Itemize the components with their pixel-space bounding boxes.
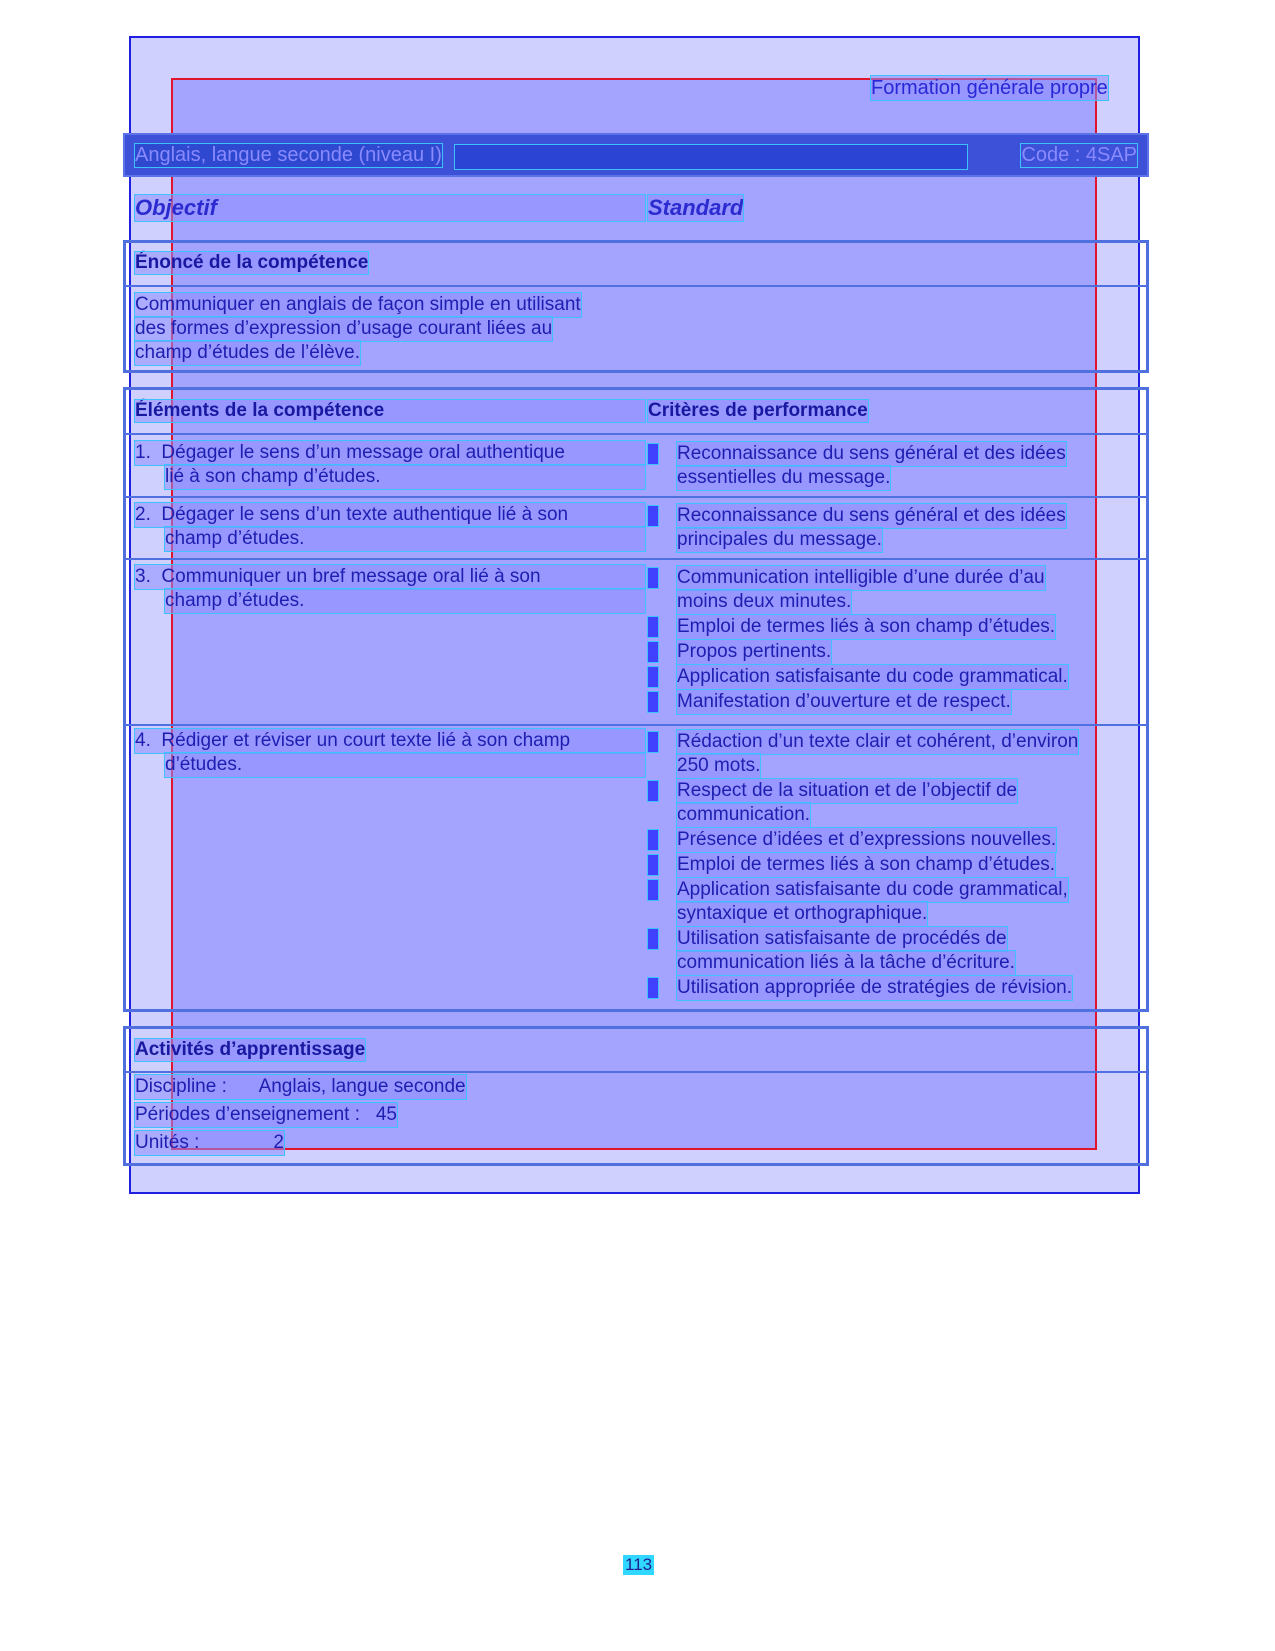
periodes-row: Périodes d’enseignement : 45 [135,1104,397,1125]
course-code: Code : 4SAP [1021,144,1137,166]
bullet-icon [648,781,658,801]
bullet-icon [648,444,658,464]
bullet-icon [648,568,658,588]
criterion-text: moins deux minutes. [677,591,852,612]
enonce-heading: Énoncé de la compétence [135,252,369,273]
unites-row: Unités : 2 [135,1132,284,1153]
divider [126,433,1146,435]
criterion-text: Manifestation d’ouverture et de respect. [677,691,1011,712]
criterion-text: Emploi de termes liés à son champ d’études. [677,854,1056,875]
criterion-text: Présence d’idées et d’expressions nouvelles. [677,829,1057,850]
bullet-icon [648,506,658,526]
element-text: d’études. [165,753,645,777]
divider [126,496,1146,498]
criterion-text: Utilisation satisfaisante de procédés de [677,928,1007,949]
criteria-heading: Critères de performance [648,400,868,421]
element-text: 3. Communiquer un bref message oral lié à son [135,565,645,589]
element-text: lié à son champ d’études. [165,465,645,489]
bullet-icon [648,692,658,712]
criterion-text: Rédaction d’un texte clair et cohérent, d’environ [677,731,1079,752]
course-bar [123,133,1149,177]
objectif-heading: Objectif [135,195,645,221]
course-bar-stripe [455,145,967,169]
bullet-icon [648,732,658,752]
criterion-text: Reconnaissance du sens général et des idées [677,443,1066,464]
enonce-line: des formes d’expression d’usage courant liées au [135,318,553,339]
enonce-line: champ d’études de l’élève. [135,342,360,363]
criterion-text: Utilisation appropriée de stratégies de révision. [677,977,1072,998]
divider [126,285,1146,287]
criterion-text: Emploi de termes liés à son champ d’études. [677,616,1056,637]
program-header: Formation générale propre [871,77,1108,99]
criterion-text: communication. [677,804,811,825]
discipline-row: Discipline : Anglais, langue seconde [135,1076,466,1097]
criterion-text: 250 mots. [677,755,761,776]
bullet-icon [648,880,658,900]
elements-heading: Éléments de la compétence [135,400,645,422]
criterion-text: Propos pertinents. [677,641,832,662]
course-title: Anglais, langue seconde (niveau I) [135,144,442,166]
criterion-text: Application satisfaisante du code grammatical, [677,879,1068,900]
element-text: 2. Dégager le sens d’un texte authentique lié à son [135,503,645,527]
criterion-text: Reconnaissance du sens général et des idées [677,505,1066,526]
divider [126,1071,1146,1073]
criterion-text: Respect de la situation et de l’objectif de [677,780,1018,801]
standard-heading: Standard [648,195,744,220]
enonce-line: Communiquer en anglais de façon simple en utilisant [135,294,581,315]
activites-heading: Activités d’apprentissage [135,1039,366,1060]
bullet-icon [648,667,658,687]
criterion-text: essentielles du message. [677,467,891,488]
page-number: 113 [625,1555,653,1574]
element-text: champ d’études. [165,527,645,551]
element-text: 4. Rédiger et réviser un court texte lié à son champ [135,729,645,753]
criterion-text: principales du message. [677,529,882,550]
criterion-text: Communication intelligible d’une durée d’au [677,567,1045,588]
bullet-icon [648,978,658,998]
criterion-text: Application satisfaisante du code grammatical. [677,666,1068,687]
element-text: 1. Dégager le sens d’un message oral authentique [135,441,645,465]
bullet-icon [648,929,658,949]
bullet-icon [648,642,658,662]
element-text: champ d’études. [165,589,645,613]
divider [126,724,1146,726]
bullet-icon [648,855,658,875]
criterion-text: communication liés à la tâche d’écriture. [677,952,1015,973]
bullet-icon [648,617,658,637]
bullet-icon [648,830,658,850]
criterion-text: syntaxique et orthographique. [677,903,928,924]
divider [126,558,1146,560]
